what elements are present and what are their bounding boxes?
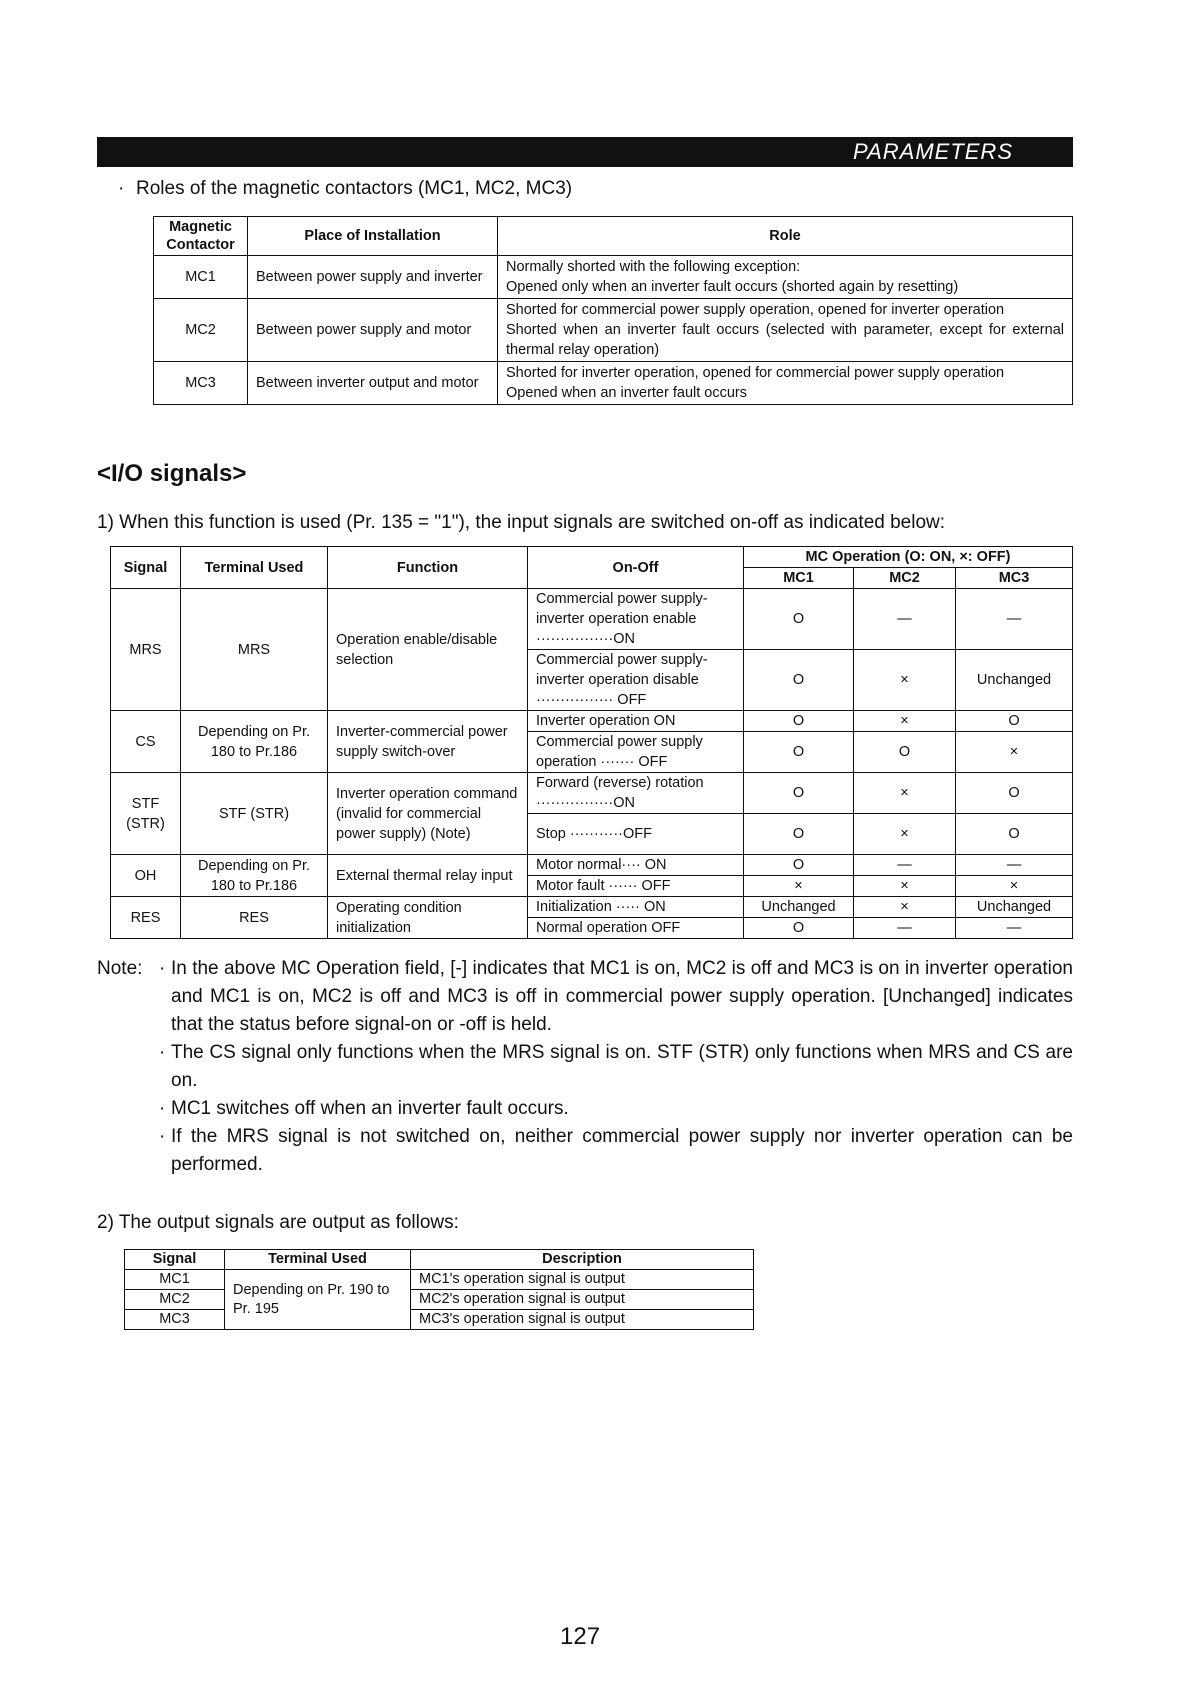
table-row: [154, 299, 1073, 362]
mc3-cell: O: [956, 814, 1073, 855]
input-signals-table: [110, 546, 1073, 939]
table-row: [111, 711, 1073, 732]
col-header-description: Description: [411, 1250, 754, 1270]
mc1-cell: O: [744, 589, 854, 650]
place-cell: Between power supply and inverter: [248, 256, 498, 299]
signal-cell: MC3: [125, 1310, 225, 1330]
mc2-cell: ×: [854, 773, 956, 814]
bullet-icon: ·: [159, 1098, 166, 1119]
section-header-bar: [97, 137, 1073, 167]
role-line: Opened only when an inverter fault occurs (shorted again by resetting): [506, 279, 959, 295]
role-cell: [498, 299, 1073, 362]
col-header-mc1: MC1: [744, 568, 854, 589]
role-line: Opened when an inverter fault occurs: [506, 385, 747, 401]
signal-cell: CS: [111, 711, 181, 773]
mc2-cell: —: [854, 589, 956, 650]
table-row: [154, 256, 1073, 299]
signal-cell: OH: [111, 855, 181, 897]
mc1-cell: O: [744, 650, 854, 711]
function-cell: External thermal relay input: [328, 855, 528, 897]
onoff-cell: Commercial power supply-inverter operation enable ················ON: [528, 589, 744, 650]
page-number: 127: [560, 1623, 601, 1650]
mc3-cell: —: [956, 589, 1073, 650]
role-cell: [498, 256, 1073, 299]
role-line: Shorted for inverter operation, opened for commercial power supply operation: [506, 365, 1005, 381]
signal-cell: MC2: [125, 1290, 225, 1310]
mc1-cell: O: [744, 918, 854, 939]
contactor-cell: MC3: [154, 362, 248, 405]
note-item: [97, 1095, 1073, 1123]
mc1-cell: O: [744, 732, 854, 773]
col-header-terminal: Terminal Used: [225, 1250, 411, 1270]
section-header-title: PARAMETERS: [853, 139, 1013, 164]
mc2-cell: ×: [854, 876, 956, 897]
note-label: Note:: [97, 958, 143, 979]
mc2-cell: ×: [854, 711, 956, 732]
mc3-cell: ×: [956, 876, 1073, 897]
terminal-cell: Depending on Pr. 180 to Pr.186: [181, 855, 328, 897]
table-row: [125, 1270, 754, 1290]
function-cell: Inverter operation command (invalid for commercial power supply) (Note): [328, 773, 528, 855]
role-line: Normally shorted with the following exception:: [506, 259, 801, 275]
function-cell: Operation enable/disable selection: [328, 589, 528, 711]
note-text: In the above MC Operation field, [-] indicates that MC1 is on, MC2 is off and MC3 is on in inverter operation and MC1 is on, MC2 is off and MC3 is off in commercial power supply operation. [Unchanged] indicates that the status before signal-on or -off is held.: [171, 958, 1073, 1035]
description-cell: MC2's operation signal is output: [411, 1290, 754, 1310]
mc2-cell: ×: [854, 814, 956, 855]
table-row: [125, 1290, 754, 1310]
mc2-cell: O: [854, 732, 956, 773]
mc3-cell: O: [956, 711, 1073, 732]
col-header-mc2: MC2: [854, 568, 956, 589]
table-header-row: [125, 1250, 754, 1270]
col-header-signal: Signal: [111, 547, 181, 589]
note-text: The CS signal only functions when the MRS signal is on. STF (STR) only functions when MRS and CS are on.: [171, 1042, 1073, 1091]
function-cell: Operating condition initialization: [328, 897, 528, 939]
signal-cell: MC1: [125, 1270, 225, 1290]
description-cell: MC3's operation signal is output: [411, 1310, 754, 1330]
mc2-cell: —: [854, 918, 956, 939]
function-cell: Inverter-commercial power supply switch-over: [328, 711, 528, 773]
mc2-cell: ×: [854, 650, 956, 711]
mc3-cell: —: [956, 918, 1073, 939]
col-header-function: Function: [328, 547, 528, 589]
note-text: MC1 switches off when an inverter fault occurs.: [171, 1098, 569, 1119]
onoff-cell: Motor fault ······ OFF: [528, 876, 744, 897]
table-row: [111, 589, 1073, 650]
mc1-cell: O: [744, 711, 854, 732]
signal-cell: MRS: [111, 589, 181, 711]
note-item: [97, 1039, 1073, 1095]
mc3-cell: Unchanged: [956, 897, 1073, 918]
onoff-cell: Initialization ····· ON: [528, 897, 744, 918]
mc2-cell: ×: [854, 897, 956, 918]
signal-cell: RES: [111, 897, 181, 939]
mc1-cell: O: [744, 855, 854, 876]
mc3-cell: O: [956, 773, 1073, 814]
io-intro-text: 1) When this function is used (Pr. 135 = "1"), the input signals are switched on-off as indicated below:: [97, 512, 946, 533]
terminal-cell: Depending on Pr. 180 to Pr.186: [181, 711, 328, 773]
note-item: [97, 955, 1073, 1039]
terminal-cell: RES: [181, 897, 328, 939]
intro-text: Roles of the magnetic contactors (MC1, MC2, MC3): [136, 178, 573, 199]
output-intro-text: 2) The output signals are output as follows:: [97, 1212, 459, 1233]
output-signals-table: [124, 1249, 754, 1330]
onoff-cell: Inverter operation ON: [528, 711, 744, 732]
bullet-icon: ·: [118, 178, 125, 199]
col-header-mc3: MC3: [956, 568, 1073, 589]
bullet-icon: ·: [159, 958, 166, 979]
bullet-icon: ·: [159, 1042, 166, 1063]
mc1-cell: O: [744, 773, 854, 814]
table-row: [154, 362, 1073, 405]
note-item: [97, 1123, 1073, 1179]
col-header-terminal: Terminal Used: [181, 547, 328, 589]
mc2-cell: —: [854, 855, 956, 876]
mc1-cell: O: [744, 814, 854, 855]
contactor-cell: MC1: [154, 256, 248, 299]
table-header-row: [111, 547, 1073, 568]
table-row: [111, 773, 1073, 814]
table-header-row: [154, 217, 1073, 256]
note-text: If the MRS signal is not switched on, neither commercial power supply nor inverter operation can be performed.: [171, 1126, 1073, 1175]
table-row: [111, 897, 1073, 918]
onoff-cell: Stop ···········OFF: [528, 814, 744, 855]
place-cell: Between power supply and motor: [248, 299, 498, 362]
mc3-cell: —: [956, 855, 1073, 876]
col-header-onoff: On-Off: [528, 547, 744, 589]
onoff-cell: Commercial power supply-inverter operation disable ················ OFF: [528, 650, 744, 711]
col-header-place: Place of Installation: [248, 217, 498, 256]
role-cell: [498, 362, 1073, 405]
mc3-cell: Unchanged: [956, 650, 1073, 711]
terminal-cell: MRS: [181, 589, 328, 711]
onoff-cell: Commercial power supply operation ······· OFF: [528, 732, 744, 773]
mc1-cell: ×: [744, 876, 854, 897]
place-cell: Between inverter output and motor: [248, 362, 498, 405]
description-cell: MC1's operation signal is output: [411, 1270, 754, 1290]
io-signals-heading: <I/O signals>: [97, 460, 247, 487]
terminal-cell: Depending on Pr. 190 to Pr. 195: [225, 1270, 411, 1330]
col-header-mc-operation: MC Operation (O: ON, ×: OFF): [744, 547, 1073, 568]
role-line: Shorted for commercial power supply operation, opened for inverter operation: [506, 302, 1005, 318]
onoff-cell: Normal operation OFF: [528, 918, 744, 939]
mc1-cell: Unchanged: [744, 897, 854, 918]
table-row: [125, 1310, 754, 1330]
notes-block: [97, 955, 1073, 1179]
signal-cell: STF (STR): [111, 773, 181, 855]
onoff-cell: Motor normal···· ON: [528, 855, 744, 876]
role-line: Shorted when an inverter fault occurs (selected with parameter, except for external thermal relay operation): [506, 322, 1064, 358]
contactor-cell: MC2: [154, 299, 248, 362]
table-row: [111, 855, 1073, 876]
col-header-role: Role: [498, 217, 1073, 256]
bullet-icon: ·: [159, 1126, 166, 1147]
col-header-contactor: Magnetic Contactor: [154, 217, 248, 256]
magnetic-contactor-table: [153, 216, 1073, 405]
intro-line: [118, 178, 572, 200]
mc3-cell: ×: [956, 732, 1073, 773]
onoff-cell: Forward (reverse) rotation ················ON: [528, 773, 744, 814]
terminal-cell: STF (STR): [181, 773, 328, 855]
col-header-signal: Signal: [125, 1250, 225, 1270]
